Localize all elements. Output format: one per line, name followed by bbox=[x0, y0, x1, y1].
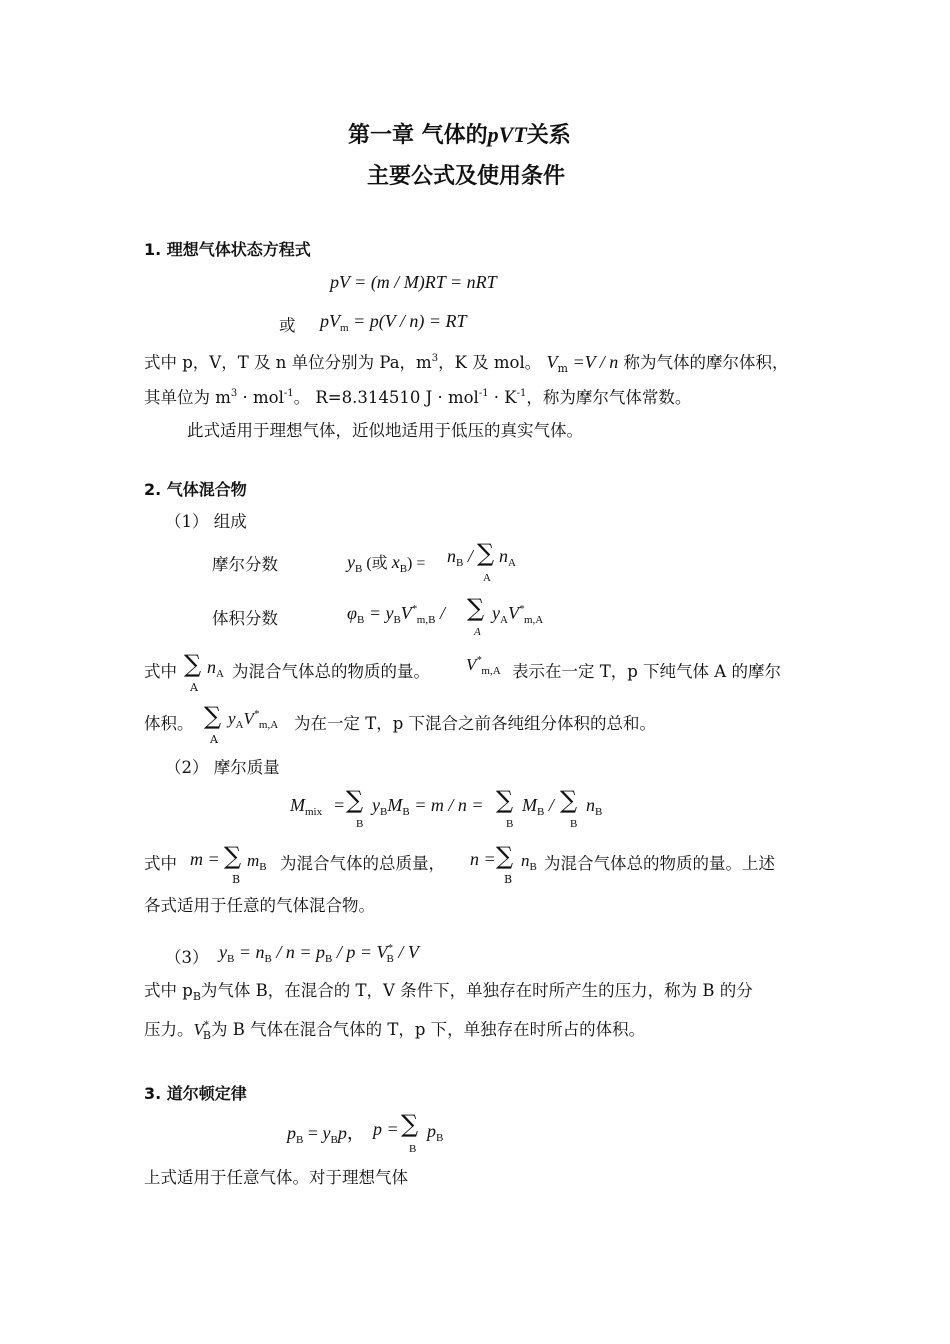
molar-mass-formula: $M_{mix}$ = ∑ B $y_BM_B = m / n$ = ∑ B $M_B$ / ∑ B $n_B$ bbox=[290, 786, 603, 830]
page-subtitle: 主要公式及使用条件 bbox=[367, 164, 566, 189]
section-1-para-1: 式中 p，V，T 及 n 单位分别为 Pa，$m^3$，K 及 mol。 $V_m =V / n$ 称为气体的摩尔体积， bbox=[144, 352, 789, 375]
section-2-para-5: 式中 $p_B$为气体 B，在混合的 T，V 条件下，单独存在时所产生的压力，称为 B 的分 bbox=[144, 981, 753, 1003]
section-3-para: 上式适用于任意气体。对于理想气体 bbox=[144, 1168, 408, 1187]
section-1-heading: 1. 理想气体状态方程式 bbox=[144, 240, 311, 259]
section-2-heading: 2. 气体混合物 bbox=[144, 480, 247, 499]
section-2-para-6: 压力。$V^*_B$为 B 气体在混合气体的 T，p 下，单独存在时所占的体积。 bbox=[144, 1020, 646, 1042]
section-2-para-1: 式中 ∑ A $n_A$ 为混合气体总的物质的量。 $V^*_{m,A}$ 表示在一定 T，p 下纯气体 A 的摩尔 bbox=[144, 650, 781, 694]
partial-pressure-formula: $y_B = n_B / n = p_B / p = V^*_B / V$ bbox=[219, 942, 419, 965]
section-2-para-3: 式中 m = ∑ B $m_B$ 为混合气体的总质量， n = ∑ B $n_B$ 为混合气体总的物质的量。上述 bbox=[144, 842, 775, 886]
volume-fraction-label: 体积分数 bbox=[212, 609, 278, 628]
volume-fraction-formula: $\varphi_B = y_BV^*_{m,B}$ / ∑ A $y_AV^*_{m,A}$ bbox=[347, 594, 544, 638]
mole-fraction-label: 摩尔分数 bbox=[212, 555, 278, 574]
molar-volume-equation: $pV_m = p(V / n)$ = RT bbox=[320, 311, 467, 334]
section-2-para-2: 体积。 ∑ A $y_AV^*_{m,A}$ 为在一定 T，p 下混合之前各纯组分体积的总和。 bbox=[144, 702, 657, 746]
section-3-heading: 3. 道尔顿定律 bbox=[144, 1084, 247, 1103]
page-title: 第一章 气体的pVT关系 bbox=[348, 122, 571, 148]
subsection-partial: （3） bbox=[165, 948, 209, 967]
subsection-composition: （1） 组成 bbox=[165, 512, 247, 531]
subsection-molar-mass: （2） 摩尔质量 bbox=[165, 758, 280, 777]
section-2-para-4: 各式适用于任意的气体混合物。 bbox=[144, 896, 375, 915]
ideal-gas-equation: pV = (m / M)RT = nRT bbox=[330, 272, 497, 292]
mole-fraction-formula: $y_B$ (或 $x_B$) = $n_B$ / ∑ A $n_A$ bbox=[347, 539, 516, 584]
dalton-law-formula: $p_B = y_Bp$， p = ∑ B $p_B$ bbox=[287, 1110, 444, 1155]
or-label: 或 bbox=[279, 316, 296, 335]
section-1-para-3: 此式适用于理想气体，近似地适用于低压的真实气体。 bbox=[187, 421, 583, 440]
section-1-para-2: 其单位为 $m^3 \cdot mol^{-1}$。 R=8.314510 $J \cdot mol^{-1} \cdot K^{-1}$，称为摩尔气体常数。 bbox=[144, 388, 692, 407]
